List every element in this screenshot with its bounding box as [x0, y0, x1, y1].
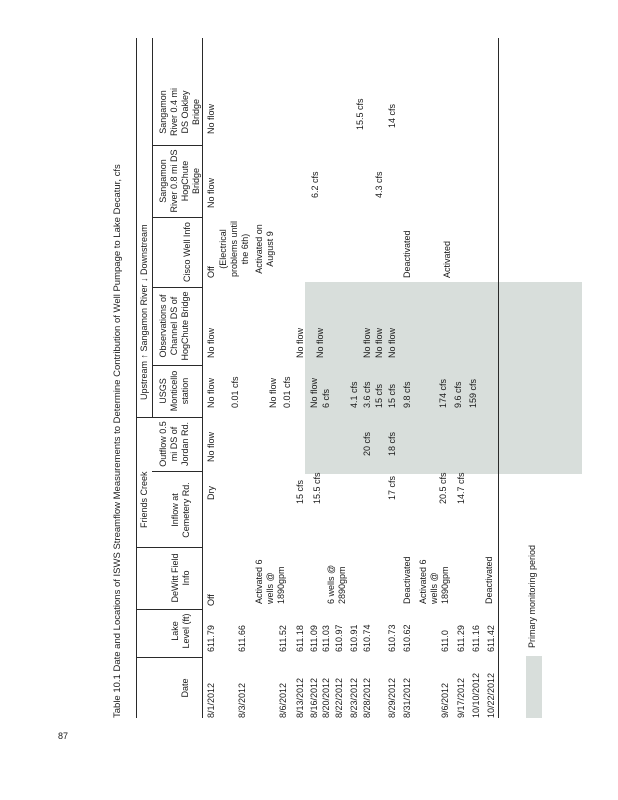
table-cell: 4.3 cfs — [374, 171, 384, 198]
col-divider — [152, 365, 202, 366]
table-cell: Activated — [442, 240, 452, 278]
col-divider — [152, 471, 202, 472]
table-cell: No flow — [387, 327, 397, 358]
col-header-usgs: USGS Monticello station — [158, 370, 190, 412]
table-cell: 8/29/2012 — [387, 677, 397, 718]
legend-label: Primary monitoring period — [527, 544, 537, 648]
table-cell: 8/20/2012 — [321, 677, 331, 718]
table-cell: No flow — [374, 327, 384, 358]
table-cell: 8/28/2012 — [362, 677, 372, 718]
table-cell: 610.74 — [362, 624, 372, 652]
table-cell: 611.66 — [237, 625, 247, 652]
table-cell: Activated 6 wells @ 1890gpm — [254, 559, 286, 604]
table-cell: 14 cfs — [387, 103, 397, 128]
table-cell: 20.5 cfs — [438, 472, 448, 504]
table-cell: 15.5 cfs — [312, 472, 322, 504]
table-cell: 611.16 — [471, 625, 481, 652]
table-cell: 10/22/2012 — [486, 672, 496, 718]
col-header-sangamon-oakley: Sangamon River 0.4 mi DS Oakley Bridge — [158, 88, 201, 137]
table-cell: 18 cfs — [387, 431, 397, 456]
group-header-sangamon: Upstream ↑ Sangamon River ↓ Downstream — [139, 224, 149, 400]
table-cell: 20 cfs — [362, 431, 372, 456]
table-cell: 3.6 cfs — [362, 381, 372, 408]
table-cell: Off — [206, 266, 216, 278]
col-header-dewitt: DeWitt Field Info — [170, 553, 191, 603]
table-cell: (Electrical problems until the 6th) — [218, 220, 250, 278]
table-cell: 14.7 cfs — [456, 472, 466, 504]
table-cell: 611.42 — [486, 625, 496, 652]
table-cell: 610.73 — [387, 624, 397, 652]
table-cell: 8/16/2012 — [309, 677, 319, 718]
table-cell: 159 cfs — [468, 378, 478, 408]
table-cell: Deactivated — [402, 556, 412, 604]
table-cell: 6 cfs — [321, 388, 331, 408]
col-divider — [136, 609, 202, 610]
table-cell: 15 cfs — [295, 479, 305, 504]
table-cell: Deactivated — [402, 230, 412, 278]
table-cell: No flow — [315, 327, 325, 358]
table-cell: 8/31/2012 — [402, 677, 412, 718]
table-cell: 9.8 cfs — [402, 381, 412, 408]
table-cell: Activated on August 9 — [254, 224, 275, 274]
table-cell: 174 cfs — [438, 378, 448, 408]
table-cell: 9/17/2012 — [456, 677, 466, 718]
table-cell: 610.97 — [334, 624, 344, 652]
table-cell: 610.91 — [349, 624, 359, 652]
table-cell: Off — [206, 594, 216, 606]
table-cell: 611.09 — [309, 625, 319, 652]
table-cell: No flow — [206, 177, 216, 208]
table-cell: No flow — [206, 431, 216, 462]
page-number: 87 — [58, 731, 69, 741]
table-cell: No flow — [206, 103, 216, 134]
col-header-sangamon-hogchute: Sangamon River 0.8 mi DS HogChute Bridge — [158, 149, 201, 213]
table-cell: 611.0 — [440, 630, 450, 652]
table-cell: No flow — [206, 327, 216, 358]
table-cell: 17 cfs — [387, 475, 397, 500]
table-cell: 8/23/2012 — [349, 677, 359, 718]
legend-swatch — [526, 656, 542, 718]
table-cell: 8/1/2012 — [206, 682, 216, 718]
table-cell: 10/10/2012 — [471, 672, 481, 718]
col-header-cisco: Cisco Well Info — [182, 222, 192, 282]
col-divider — [152, 217, 202, 218]
col-header-lake-level: Lake Level (ft) — [170, 613, 191, 649]
group-header-friends-creek: Friends Creek — [139, 471, 149, 528]
table-cell: 15.5 cfs — [355, 98, 365, 130]
col-header-date: Date — [180, 678, 190, 698]
col-header-observations: Observations of Channel DS of HogChute Bridge — [158, 291, 190, 361]
table-cell: Dry — [206, 486, 216, 500]
table-cell: 8/22/2012 — [334, 677, 344, 718]
friends-creek-rule — [152, 288, 153, 418]
col-header-outflow: Outflow 0.5 mi DS of Jordan Rd. — [158, 421, 190, 467]
table-cell: Activated 6 wells @ 1890gpm — [418, 559, 450, 604]
header-bottom-rule — [202, 38, 203, 718]
table-cell: 8/3/2012 — [237, 682, 247, 718]
table-cell: No flow — [206, 377, 216, 408]
table-cell: 8/6/2012 — [278, 682, 288, 718]
sangamon-rule — [152, 38, 153, 288]
table-caption: Table 10.1 Date and Locations of ISWS Streamflow Measurements to Determine Contribution of Well Pumpage to Lake Decatur, cfs — [112, 164, 123, 718]
table-cell: Deactivated — [484, 556, 494, 604]
table-cell: 15 cfs — [374, 383, 384, 408]
table-cell: 4.1 cfs — [349, 381, 359, 408]
table-bottom-rule — [498, 38, 499, 718]
table-cell: 6.2 cfs — [310, 171, 320, 198]
table-top-rule — [136, 38, 137, 718]
table-cell: 15 cfs — [387, 383, 397, 408]
col-header-inflow: Inflow at Cemetery Rd. — [170, 482, 191, 538]
table-cell: 611.79 — [206, 625, 216, 652]
table-cell: No flow — [268, 377, 278, 408]
table-cell: 9.6 cfs — [453, 381, 463, 408]
table-cell: 8/13/2012 — [295, 677, 305, 718]
col-divider — [136, 417, 202, 418]
col-divider — [136, 657, 202, 658]
col-divider — [136, 547, 202, 548]
table-cell: 610.62 — [402, 624, 412, 652]
table-cell: 611.52 — [278, 625, 288, 652]
table-cell: 611.03 — [321, 625, 331, 652]
table-cell: 611.29 — [456, 625, 466, 652]
table-cell: 611.18 — [295, 625, 305, 652]
table-cell: 9/6/2012 — [440, 682, 450, 718]
table-cell: No flow — [362, 327, 372, 358]
table-cell: 0.01 cfs — [282, 376, 292, 408]
table-cell: No flow — [309, 377, 319, 408]
table-cell: No flow — [295, 327, 305, 358]
rotated-table — [112, 38, 582, 718]
col-divider — [152, 287, 202, 288]
table-cell: 6 wells @ 2890gpm — [326, 564, 347, 604]
col-divider — [152, 145, 202, 146]
table-cell: 0.01 cfs — [230, 376, 240, 408]
